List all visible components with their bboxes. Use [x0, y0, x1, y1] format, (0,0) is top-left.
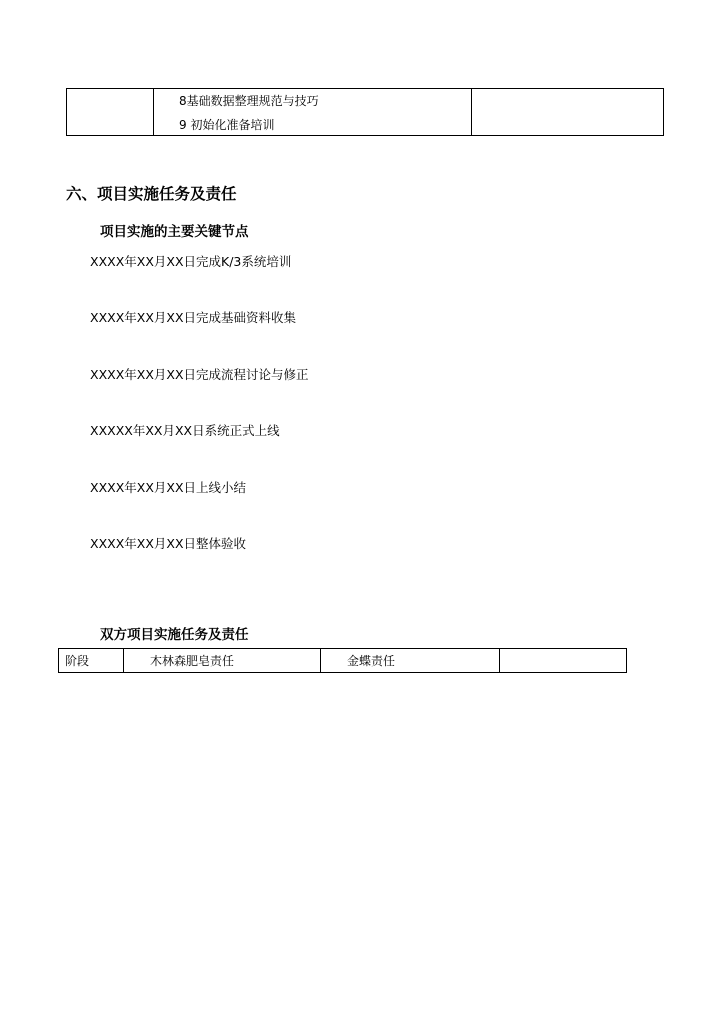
- resp-header-stage-label: 阶段: [65, 654, 90, 668]
- resp-header-empty: [500, 649, 627, 673]
- resp-header-mulinsen: [124, 649, 321, 673]
- top-table-cell-empty-left: [67, 89, 154, 136]
- resp-header-kingdee: [321, 649, 500, 673]
- resp-header-kingdee-label: 金蝶责任: [347, 654, 396, 668]
- responsibility-table: [58, 648, 627, 673]
- responsibility-title: 双方项目实施任务及责任: [100, 627, 249, 643]
- milestone-item-2: XXXX年XX月XX日完成基础资料收集: [90, 310, 297, 325]
- top-table-cell-content: [154, 89, 472, 136]
- milestone-item-1: XXXX年XX月XX日完成K/3系统培训: [90, 254, 292, 269]
- milestone-item-5: XXXX年XX月XX日上线小结: [90, 480, 247, 495]
- top-table-cell-empty-right: [472, 89, 664, 136]
- top-table-line-2: 9 初始化准备培训: [179, 118, 275, 132]
- top-table-line-1: 8基础数据整理规范与技巧: [179, 94, 319, 108]
- milestone-item-3: XXXX年XX月XX日完成流程讨论与修正: [90, 367, 309, 382]
- milestones-subtitle: 项目实施的主要关键节点: [100, 224, 249, 240]
- section-six-title: 六、项目实施任务及责任: [66, 185, 237, 203]
- top-table: [66, 88, 664, 136]
- resp-header-mulinsen-label: 木林森肥皂责任: [150, 654, 235, 668]
- milestone-item-4: XXXXX年XX月XX日系统正式上线: [90, 423, 280, 438]
- milestone-item-6: XXXX年XX月XX日整体验收: [90, 536, 247, 551]
- resp-header-stage: [59, 649, 124, 673]
